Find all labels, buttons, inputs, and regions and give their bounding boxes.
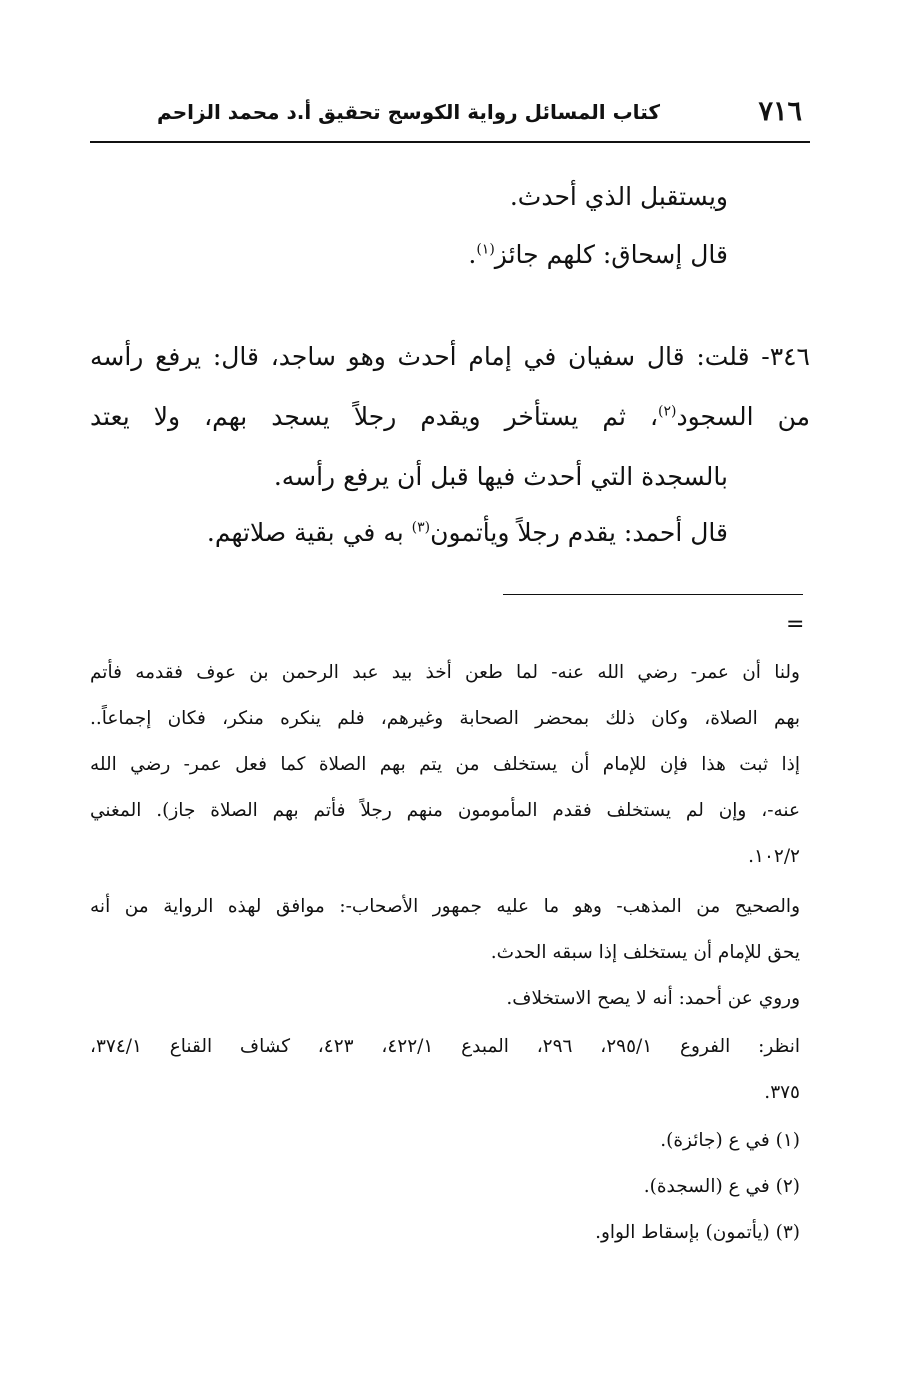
footnote-line: يحق للإمام أن يستخلف إذا سبقه الحدث. <box>490 942 800 963</box>
footnote-line: ١٠٢/٢. <box>748 846 800 867</box>
footnote-line: بهم الصلاة، وكان ذلك بمحضر الصحابة وغيرهم، فلم ينكره منكر، فكان إجماعاً.. <box>90 708 800 729</box>
text-line: قال إسحاق: كلهم جائز$^{(١)}$. <box>468 240 728 269</box>
footnote-ref: (١) <box>476 241 495 258</box>
footnote-line: انظر: الفروع ٢٩٥/١، ٢٩٦، المبدع ٤٢٢/١، ٤٢٣، كشاف القناع ٣٧٤/١، <box>90 1036 800 1057</box>
page-header <box>90 92 810 140</box>
text-line: ويستقبل الذي أحدث. <box>509 182 728 211</box>
footnote-line: (١) في ع (جائزة). <box>660 1130 800 1151</box>
continuation-mark: = <box>786 612 805 637</box>
footnote-ref: (٢) <box>658 403 677 420</box>
footnote-line: وروي عن أحمد: أنه لا يصح الاستخلاف. <box>506 988 800 1009</box>
footnote-line: عنه-، وإن لم يستخلف فقدم المأمومون منهم رجلاً فأتم بهم الصلاة جاز). المغني <box>90 800 800 821</box>
text-line: قال أحمد: يقدم رجلاً ويأتمون$^{(٣)}$ به في بقية صلاتهم. <box>206 518 728 547</box>
footnote-line: ولنا أن عمر- رضي الله عنه- لما طعن أخذ بيد عبد الرحمن بن عوف فقدمه فأتم <box>90 662 800 683</box>
text-line: من السجود$^{(٢)}$، ثم يستأخر ويقدم رجلاً يسجد بهم، ولا يعتد <box>90 402 811 431</box>
text-line: بالسجدة التي أحدث فيها قبل أن يرفع رأسه. <box>273 462 728 491</box>
footnote-line: (٢) في ع (السجدة). <box>643 1176 800 1197</box>
footnote-separator <box>503 594 803 595</box>
footnote-line: والصحيح من المذهب- وهو ما عليه جمهور الأصحاب-: موافق لهذه الرواية من أنه <box>90 896 800 917</box>
running-title: كتاب المسائل رواية الكوسج تحقيق أ.د محمد الزاحم <box>157 100 660 124</box>
footnote-line: ٣٧٥. <box>764 1082 800 1103</box>
page-number: ٧١٦ <box>758 96 802 127</box>
footnote-line: إذا ثبت هذا فإن للإمام أن يستخلف من يتم بهم الصلاة كما فعل عمر- رضي الله <box>90 754 800 775</box>
text-line: ٣٤٦- قلت: قال سفيان في إمام أحدث وهو ساجد، قال: يرفع رأسه <box>90 342 810 371</box>
footnote-ref: (٣) <box>411 519 431 536</box>
footnote-line: (٣) (يأتمون) بإسقاط الواو. <box>595 1222 800 1243</box>
header-rule <box>90 141 810 143</box>
